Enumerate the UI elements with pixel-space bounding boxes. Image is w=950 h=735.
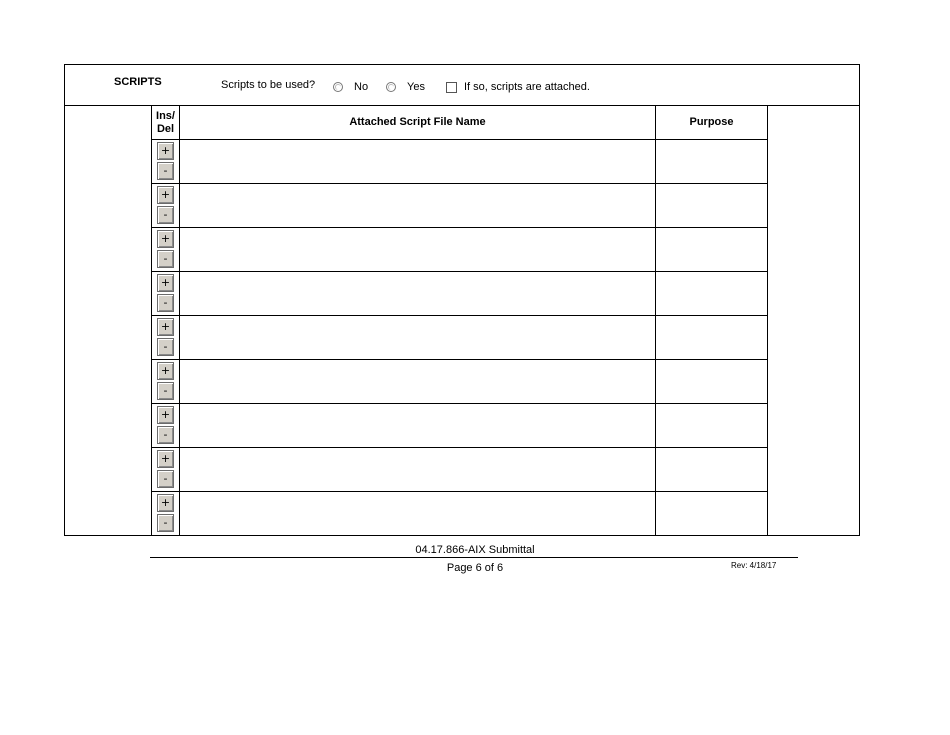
revision-date: Rev: 4/18/17 <box>731 561 777 570</box>
delete-row-button[interactable]: - <box>157 206 174 224</box>
insert-row-button[interactable]: + <box>157 274 174 292</box>
radio-no-label: No <box>354 81 369 93</box>
insert-row-button[interactable]: + <box>157 230 174 248</box>
scripts-table <box>151 105 768 536</box>
table-row <box>152 316 768 360</box>
delete-row-button[interactable]: - <box>157 162 174 180</box>
script-purpose-field[interactable] <box>656 184 768 228</box>
script-purpose-field[interactable] <box>656 448 768 492</box>
ins-del-controls <box>152 404 179 446</box>
table-row <box>152 184 768 228</box>
script-purpose-field[interactable] <box>656 492 768 536</box>
ins-del-controls <box>152 492 179 534</box>
ins-del-cell <box>152 272 180 316</box>
table-row <box>152 272 768 316</box>
table-row <box>152 492 768 536</box>
script-file-name-field[interactable] <box>180 140 656 184</box>
table-row <box>152 228 768 272</box>
radio-no[interactable] <box>333 82 343 92</box>
table-row <box>152 140 768 184</box>
radio-option-yes[interactable] <box>386 81 425 93</box>
section-title: SCRIPTS <box>114 76 162 88</box>
script-purpose-field[interactable] <box>656 228 768 272</box>
script-file-name-field[interactable] <box>180 316 656 360</box>
table-row <box>152 448 768 492</box>
file-name-header: Attached Script File Name <box>180 106 656 140</box>
purpose-header: Purpose <box>656 106 768 140</box>
scripts-section <box>64 64 860 536</box>
ins-del-cell <box>152 404 180 448</box>
delete-row-button[interactable]: - <box>157 250 174 268</box>
document-code: 04.17.866-AIX Submittal <box>415 544 535 556</box>
scripts-attached-checkbox[interactable] <box>446 82 457 93</box>
delete-row-button[interactable]: - <box>157 426 174 444</box>
radio-yes[interactable] <box>386 82 396 92</box>
script-purpose-field[interactable] <box>656 404 768 448</box>
page-number: Page 6 of 6 <box>446 562 504 574</box>
script-file-name-field[interactable] <box>180 228 656 272</box>
ins-del-cell <box>152 184 180 228</box>
insert-row-button[interactable]: + <box>157 186 174 204</box>
table-row <box>152 360 768 404</box>
insert-row-button[interactable]: + <box>157 142 174 160</box>
ins-del-controls <box>152 316 179 358</box>
script-purpose-field[interactable] <box>656 140 768 184</box>
script-file-name-field[interactable] <box>180 184 656 228</box>
insert-row-button[interactable]: + <box>157 450 174 468</box>
ins-del-cell <box>152 228 180 272</box>
footer-divider <box>150 557 798 558</box>
ins-del-controls <box>152 184 179 226</box>
ins-del-controls <box>152 228 179 270</box>
script-purpose-field[interactable] <box>656 316 768 360</box>
ins-del-cell <box>152 448 180 492</box>
ins-del-cell <box>152 492 180 536</box>
script-purpose-field[interactable] <box>656 360 768 404</box>
script-file-name-field[interactable] <box>180 492 656 536</box>
table-row <box>152 404 768 448</box>
ins-del-cell <box>152 140 180 184</box>
insert-row-button[interactable]: + <box>157 406 174 424</box>
delete-row-button[interactable]: - <box>157 294 174 312</box>
ins-del-cell <box>152 316 180 360</box>
delete-row-button[interactable]: - <box>157 382 174 400</box>
insert-row-button[interactable]: + <box>157 318 174 336</box>
insert-row-button[interactable]: + <box>157 494 174 512</box>
radio-yes-label: Yes <box>407 81 425 93</box>
ins-del-controls <box>152 360 179 402</box>
scripts-attached-option[interactable] <box>446 81 590 93</box>
insert-row-button[interactable]: + <box>157 362 174 380</box>
script-file-name-field[interactable] <box>180 448 656 492</box>
table-header-row <box>152 106 768 140</box>
ins-del-controls <box>152 140 179 182</box>
delete-row-button[interactable]: - <box>157 514 174 532</box>
radio-option-no[interactable] <box>333 81 368 93</box>
script-file-name-field[interactable] <box>180 404 656 448</box>
scripts-question: Scripts to be used? <box>221 79 316 91</box>
script-file-name-field[interactable] <box>180 360 656 404</box>
script-purpose-field[interactable] <box>656 272 768 316</box>
script-file-name-field[interactable] <box>180 272 656 316</box>
ins-del-controls <box>152 272 179 314</box>
ins-del-controls <box>152 448 179 490</box>
ins-del-cell <box>152 360 180 404</box>
delete-row-button[interactable]: - <box>157 338 174 356</box>
scripts-attached-label: If so, scripts are attached. <box>464 81 590 93</box>
delete-row-button[interactable]: - <box>157 470 174 488</box>
scripts-header-row <box>65 65 859 106</box>
ins-del-header: Ins/ Del <box>152 106 180 140</box>
